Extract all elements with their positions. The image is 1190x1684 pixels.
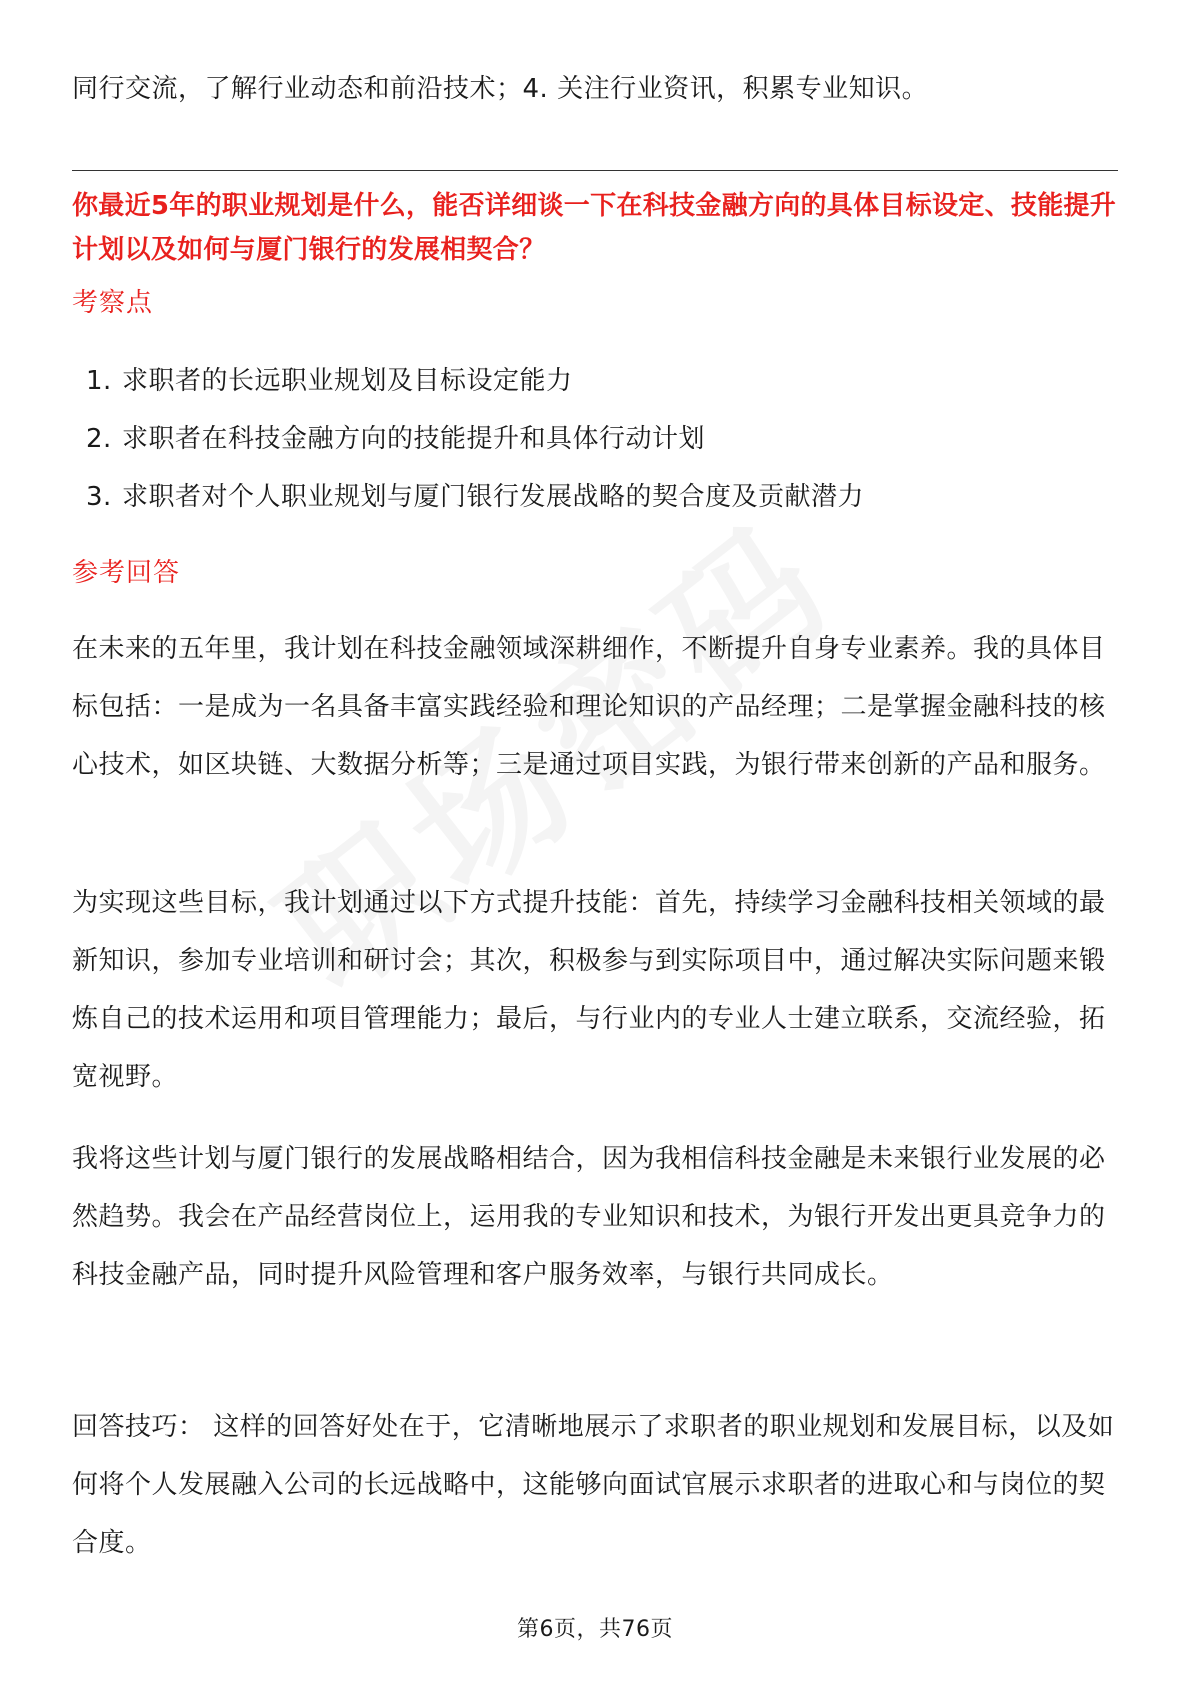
answer-paragraph: 我将这些计划与厦门银行的发展战略相结合，因为我相信科技金融是未来银行业发展的必然趋势。我会在产品经营岗位上，运用我的专业知识和技术，为银行开发出更具竞争力的科技金融产品，同时提升风险管理和客户服务效率，与银行共同成长。 (72, 1144, 1106, 1290)
list-item-text: 求职者对个人职业规划与厦门银行发展战略的契合度及贡献潜力 (122, 482, 865, 512)
list-item (86, 468, 1116, 526)
list-item-number: 2. (86, 424, 112, 454)
reference-answer-title: 参考回答 (72, 558, 181, 588)
list-item-text: 求职者在科技金融方向的技能提升和具体行动计划 (122, 424, 706, 454)
answer-tip: 回答技巧： 这样的回答好处在于，它清晰地展示了求职者的职业规划和发展目标，以及如何将个人发展融入公司的长远战略中，这能够向面试官展示求职者的进取心和与岗位的契合度。 (72, 1412, 1115, 1558)
interview-question: 你最近5年的职业规划是什么，能否详细谈一下在科技金融方向的具体目标设定、技能提升计划以及如何与厦门银行的发展相契合？ (72, 191, 1117, 265)
list-item (86, 410, 1116, 468)
exam-points-list (86, 352, 1116, 526)
page-number: 第6页，共76页 (517, 1617, 673, 1642)
answer-paragraph: 为实现这些目标，我计划通过以下方式提升技能：首先，持续学习金融科技相关领域的最新知识，参加专业培训和研讨会；其次，积极参与到实际项目中，通过解决实际问题来锻炼自己的技术运用和项目管理能力；最后，与行业内的专业人士建立联系，交流经验，拓宽视野。 (72, 888, 1106, 1092)
section-divider (72, 170, 1118, 171)
list-item (86, 352, 1116, 410)
list-item-number: 1. (86, 366, 112, 396)
list-item-number: 3. (86, 482, 112, 512)
answer-paragraph: 在未来的五年里，我计划在科技金融领域深耕细作，不断提升自身专业素养。我的具体目标包括：一是成为一名具备丰富实践经验和理论知识的产品经理；二是掌握金融科技的核心技术，如区块链、大数据分析等；三是通过项目实践，为银行带来创新的产品和服务。 (72, 634, 1106, 780)
exam-points-title: 考察点 (72, 288, 154, 318)
lead-text: 同行交流，了解行业动态和前沿技术；4. 关注行业资讯，积累专业知识。 (72, 74, 929, 104)
list-item-text: 求职者的长远职业规划及目标设定能力 (122, 366, 573, 396)
